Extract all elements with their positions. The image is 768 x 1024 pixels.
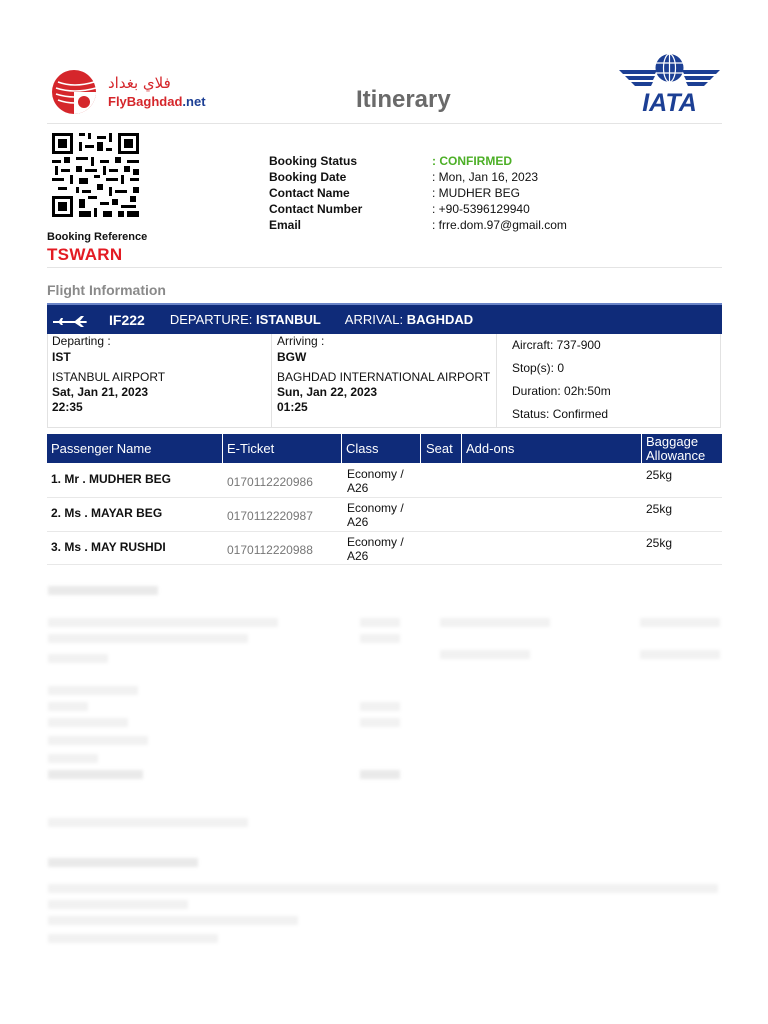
stops-count: Stop(s): 0 (512, 361, 565, 375)
departure-city: ISTANBUL (256, 312, 321, 327)
airplane-icon (51, 312, 89, 328)
booking-divider (47, 267, 722, 268)
info-value: : MUDHER BEG (432, 186, 521, 200)
e-ticket-number: 0170112220988 (227, 543, 313, 557)
passenger-name: 3. Ms . MAY RUSHDI (51, 540, 166, 554)
arriving-label: Arriving : (277, 334, 325, 348)
info-label: Contact Number (269, 202, 363, 216)
info-label: Booking Date (269, 170, 347, 184)
e-ticket-number: 0170112220987 (227, 509, 313, 523)
arrival-city: BAGHDAD (406, 312, 474, 327)
row-divider (47, 564, 722, 565)
baggage-header-line: Baggage (646, 433, 699, 449)
logo-arabic-text: فلاي بغداد (108, 74, 171, 92)
departing-airport: ISTANBUL AIRPORT (52, 370, 166, 384)
flight-header-bar (47, 303, 722, 334)
departure-label: DEPARTURE: (169, 312, 253, 327)
info-row-contact-name (269, 186, 589, 200)
info-label: Contact Name (269, 186, 350, 200)
column-header-seat: Seat (426, 441, 453, 456)
svg-text:IATA: IATA (642, 89, 697, 114)
column-header-add-ons: Add-ons (466, 441, 515, 456)
departing-code: IST (52, 350, 71, 364)
departing-date: Sat, Jan 21, 2023 (52, 385, 149, 399)
info-row-contact-number (269, 202, 589, 216)
info-row-email (269, 218, 589, 232)
passenger-name: 1. Mr . MUDHER BEG (51, 472, 172, 486)
arrival-summary (345, 312, 473, 327)
column-header-e-ticket: E-Ticket (227, 441, 275, 456)
logo-brand-text: FlyBaghdad.net (108, 94, 206, 109)
info-row-booking-status (269, 154, 589, 168)
class-line: Economy / (347, 467, 404, 481)
iata-logo (617, 52, 722, 114)
row-divider (47, 531, 722, 532)
info-row-booking-date (269, 170, 589, 184)
flight-information-heading: Flight Information (47, 282, 166, 298)
column-header-class: Class (346, 441, 379, 456)
info-value: : Mon, Jan 16, 2023 (432, 170, 539, 184)
info-label: Email (269, 218, 302, 232)
page-title: Itinerary (356, 86, 451, 113)
arriving-code: BGW (277, 350, 307, 364)
e-ticket-number: 0170112220986 (227, 475, 313, 489)
class-line: Economy / (347, 535, 404, 549)
baggage-allowance: 25kg (646, 468, 673, 482)
baggage-allowance: 25kg (646, 536, 673, 550)
aircraft-type: Aircraft: 737-900 (512, 338, 601, 352)
class-line: Economy / (347, 501, 404, 515)
departure-summary (170, 312, 321, 327)
arriving-airport: BAGHDAD INTERNATIONAL AIRPORT (277, 370, 491, 384)
flight-number: IF222 (109, 311, 145, 328)
arriving-time: 01:25 (277, 400, 308, 414)
qr-code (52, 133, 139, 217)
booking-reference-code: TSWARN (47, 245, 123, 264)
class-line: A26 (347, 549, 369, 563)
column-divider (496, 334, 497, 428)
header-divider (641, 434, 642, 463)
header-divider (222, 434, 223, 463)
arriving-date: Sun, Jan 22, 2023 (277, 385, 378, 399)
email-value[interactable]: : frre.dom.97@gmail.com (432, 218, 567, 232)
departing-label: Departing : (52, 334, 111, 348)
booking-reference-label: Booking Reference (47, 231, 148, 243)
header-divider (341, 434, 342, 463)
row-divider (47, 497, 722, 498)
status-value: : CONFIRMED (432, 154, 512, 168)
class-line: A26 (347, 515, 369, 529)
info-value: : +90-5396129940 (432, 202, 530, 216)
header-divider (47, 123, 722, 124)
header-divider (420, 434, 421, 463)
column-header-passenger-name: Passenger Name (51, 441, 152, 456)
baggage-header-line: Allowance (646, 447, 706, 463)
faded-content-area (0, 568, 768, 968)
flight-status: Status: Confirmed (512, 407, 609, 421)
column-header-baggage (646, 434, 705, 463)
arrival-label: ARRIVAL: (344, 312, 404, 327)
passenger-name: 2. Ms . MAYAR BEG (51, 506, 163, 520)
header-divider (461, 434, 462, 463)
departing-time: 22:35 (52, 400, 83, 414)
baggage-allowance: 25kg (646, 502, 673, 516)
column-divider (271, 334, 272, 428)
class-line: A26 (347, 481, 369, 495)
flight-duration: Duration: 02h:50m (512, 384, 611, 398)
info-label: Booking Status (269, 154, 358, 168)
